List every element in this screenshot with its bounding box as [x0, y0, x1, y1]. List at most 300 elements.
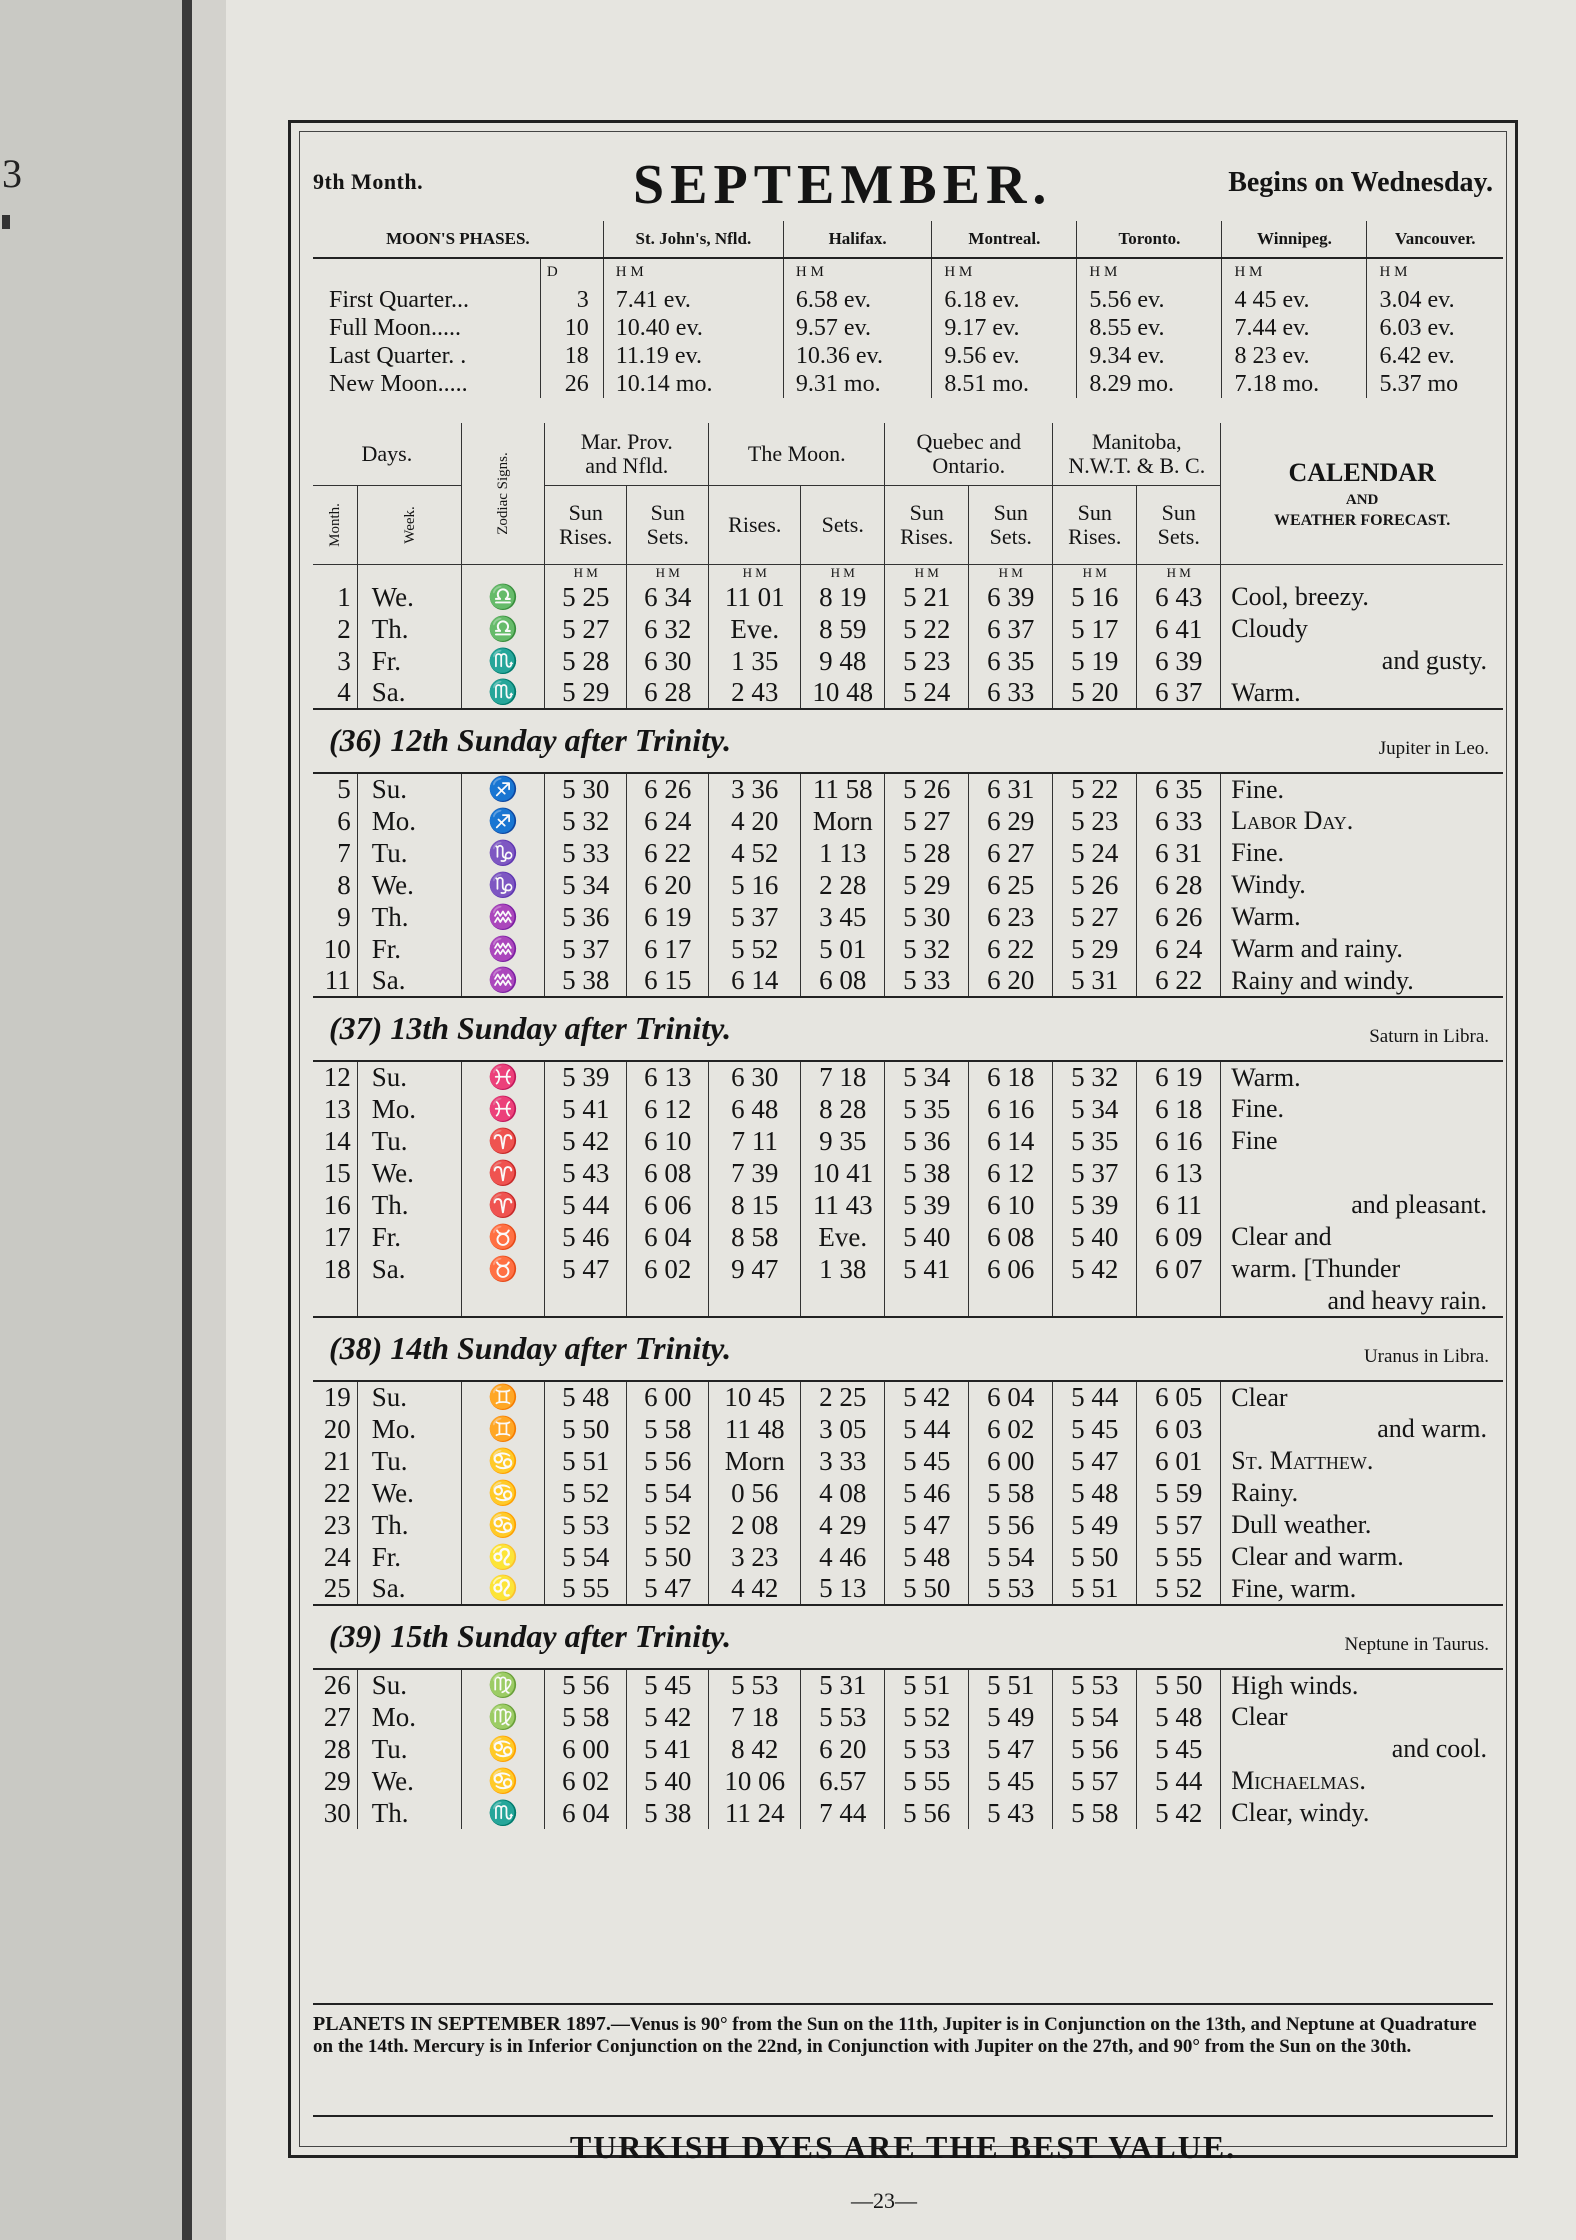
sunday-heading — [313, 997, 1503, 1061]
sets-word: Sets. — [821, 512, 864, 537]
weather-forecast: Rainy. — [1221, 1477, 1503, 1509]
weather-forecast: Fine. — [1221, 1093, 1503, 1125]
zodiac-sign-icon: ♉ — [461, 1253, 545, 1285]
weather-forecast: and gusty. — [1221, 645, 1503, 677]
weather-forecast: Michaelmas. — [1221, 1765, 1503, 1797]
day-row — [313, 1125, 1503, 1157]
moon-sets: 2 25 — [801, 1381, 885, 1413]
mar-sun-sets: 6 26 — [627, 773, 709, 805]
manitoba-sun-sets: 6 39 — [1137, 645, 1221, 677]
moon-sets: 3 33 — [801, 1445, 885, 1477]
time-unit: H M — [1077, 258, 1222, 286]
moon-rises: 7 39 — [709, 1157, 801, 1189]
zodiac-sign-icon: ♋ — [461, 1477, 545, 1509]
manitoba-sun-sets: 6 35 — [1137, 773, 1221, 805]
page-title: SEPTEMBER. — [633, 154, 1053, 216]
quebec-sun-rises: 5 34 — [885, 1061, 969, 1093]
moon-sets: 11 58 — [801, 773, 885, 805]
manitoba-sun-rises: 5 37 — [1053, 1157, 1137, 1189]
days-label: Days. — [361, 441, 413, 466]
moon-sets: 4 29 — [801, 1509, 885, 1541]
day-of-month: 16 — [323, 1189, 351, 1220]
quebec-sun-sets: 6 16 — [969, 1093, 1053, 1125]
sun-word: Sun — [568, 500, 603, 525]
day-of-month: 22 — [323, 1477, 351, 1508]
calendar-label: CALENDAR — [1288, 457, 1436, 487]
day-of-month — [313, 1285, 357, 1317]
phase-day: 18 — [540, 342, 603, 370]
moon-sets: 5 13 — [801, 1573, 885, 1605]
moon-rises: 0 56 — [709, 1477, 801, 1509]
day-of-month: 4 — [337, 677, 351, 707]
manitoba-sun-sets: 6 05 — [1137, 1381, 1221, 1413]
rises-word: Rises. — [559, 524, 613, 549]
rises-word: Rises. — [900, 524, 954, 549]
zodiac-sign-icon: ♌ — [461, 1573, 545, 1605]
mar-sun-rises: 6 02 — [545, 1765, 627, 1797]
quebec-sun-rises: 5 41 — [885, 1253, 969, 1285]
manitoba-line2: N.W.T. & B. C. — [1068, 453, 1206, 478]
manitoba-sun-sets — [1137, 1285, 1221, 1317]
phase-name: Last Quarter. . — [329, 342, 467, 369]
quebec-sun-sets: 5 54 — [969, 1541, 1053, 1573]
phase-time: 8.51 mo. — [932, 370, 1077, 398]
quebec-sun-sets: 6 20 — [969, 965, 1053, 997]
week-label: Week. — [401, 506, 418, 544]
mar-sun-sets: 6 08 — [627, 1157, 709, 1189]
manitoba-sun-sets: 6 03 — [1137, 1413, 1221, 1445]
manitoba-sun-sets: 6 41 — [1137, 613, 1221, 645]
sunday-note: Uranus in Libra. — [1363, 1346, 1489, 1367]
page-number: —23— — [851, 2188, 917, 2213]
mar-sun-rises: 5 28 — [545, 645, 627, 677]
day-of-week: We. — [357, 581, 461, 613]
mar-sun-sets: 5 42 — [627, 1701, 709, 1733]
weather-forecast: and heavy rain. — [1221, 1285, 1503, 1317]
day-of-month: 17 — [323, 1221, 351, 1252]
manitoba-sun-rises: 5 44 — [1053, 1381, 1137, 1413]
sun-word: Sun — [993, 500, 1028, 525]
quebec-sun-sets: 5 58 — [969, 1477, 1053, 1509]
phase-day: 3 — [540, 286, 603, 314]
day-of-week: Mo. — [357, 1093, 461, 1125]
days-heading — [313, 423, 461, 486]
mar-sun-rises: 5 38 — [545, 965, 627, 997]
manitoba-sun-rises: 5 29 — [1053, 933, 1137, 965]
phase-day: 10 — [540, 314, 603, 342]
weather-forecast — [1221, 1157, 1503, 1189]
mar-sun-rises: 5 46 — [545, 1221, 627, 1253]
day-of-month: 21 — [323, 1445, 351, 1476]
manitoba-sun-rises: 5 19 — [1053, 645, 1137, 677]
quebec-sun-rises: 5 40 — [885, 1221, 969, 1253]
day-of-week: Su. — [357, 1381, 461, 1413]
manitoba-sun-rises: 5 31 — [1053, 965, 1137, 997]
quebec-sun-sets: 6 18 — [969, 1061, 1053, 1093]
book-gutter — [182, 0, 192, 2240]
time-unit: H M — [783, 258, 931, 286]
moon-rises: 11 01 — [709, 581, 801, 613]
day-of-week: Fr. — [357, 1221, 461, 1253]
quebec-sun-sets: 5 56 — [969, 1509, 1053, 1541]
quebec-sun-sets: 6 39 — [969, 581, 1053, 613]
quebec-sun-rises: 5 24 — [885, 677, 969, 709]
moon-rises: 7 18 — [709, 1701, 801, 1733]
phase-time: 6.42 ev. — [1367, 342, 1503, 370]
moon-rises: 8 15 — [709, 1189, 801, 1221]
hm-unit: H M — [885, 565, 969, 582]
manitoba-sun-sets: 5 45 — [1137, 1733, 1221, 1765]
weather-forecast: Clear, windy. — [1221, 1797, 1503, 1829]
sunday-title: (38) 14th Sunday after Trinity. — [329, 1330, 732, 1366]
rises-word: Rises. — [1068, 524, 1122, 549]
moon-sets: 3 45 — [801, 901, 885, 933]
moon-sets: 1 13 — [801, 837, 885, 869]
sunday-heading-row — [313, 1317, 1503, 1381]
weather-forecast: Fine, warm. — [1221, 1573, 1503, 1605]
phase-time: 11.19 ev. — [603, 342, 783, 370]
sunday-note: Saturn in Libra. — [1369, 1026, 1489, 1047]
manitoba-sun-rises — [1053, 1285, 1137, 1317]
calendar-heading — [1221, 423, 1503, 565]
mar-sun-sets: 5 58 — [627, 1413, 709, 1445]
manitoba-sun-rises: 5 42 — [1053, 1253, 1137, 1285]
day-row — [313, 805, 1503, 837]
sunday-title: (36) 12th Sunday after Trinity. — [329, 722, 732, 758]
quebec-sun-sets: 6 02 — [969, 1413, 1053, 1445]
day-of-month: 12 — [323, 1062, 351, 1092]
quebec-sun-sets: 6 00 — [969, 1445, 1053, 1477]
quebec-sun-rises: 5 29 — [885, 869, 969, 901]
mar-sun-sets: 5 54 — [627, 1477, 709, 1509]
moon-rises: 2 43 — [709, 677, 801, 709]
manitoba-sun-sets: 6 31 — [1137, 837, 1221, 869]
day-of-week: Fr. — [357, 1541, 461, 1573]
weather-forecast: and pleasant. — [1221, 1189, 1503, 1221]
time-unit: H M — [1367, 258, 1503, 286]
time-unit: H M — [1222, 258, 1367, 286]
day-of-month: 11 — [324, 965, 351, 995]
sunday-heading — [313, 1605, 1503, 1669]
mar-sun-rises: 5 55 — [545, 1573, 627, 1605]
day-of-month: 10 — [323, 933, 351, 964]
day-row — [313, 1541, 1503, 1573]
quebec-sun-rises: 5 56 — [885, 1797, 969, 1829]
zodiac-sign-icon: ♈ — [461, 1189, 545, 1221]
day-of-week: Mo. — [357, 805, 461, 837]
quebec-heading — [885, 423, 1053, 486]
phase-day: 26 — [540, 370, 603, 398]
day-row — [313, 613, 1503, 645]
mar-sun-rises: 5 29 — [545, 677, 627, 709]
quebec-sun-sets: 6 08 — [969, 1221, 1053, 1253]
mar-sun-sets: 6 10 — [627, 1125, 709, 1157]
hm-unit: H M — [545, 565, 627, 582]
mar-sun-sets: 6 06 — [627, 1189, 709, 1221]
quebec-sun-rises: 5 35 — [885, 1093, 969, 1125]
phase-name: First Quarter... — [329, 286, 469, 313]
manitoba-sun-rises: 5 22 — [1053, 773, 1137, 805]
phase-time: 5.37 mo — [1367, 370, 1503, 398]
moon-sets: 6 20 — [801, 1733, 885, 1765]
weather-forecast: Clear and — [1221, 1221, 1503, 1253]
day-row — [313, 1445, 1503, 1477]
quebec-sun-rises: 5 55 — [885, 1765, 969, 1797]
phase-time: 10.36 ev. — [783, 342, 931, 370]
moon-sets: 8 59 — [801, 613, 885, 645]
day-row — [313, 645, 1503, 677]
hm-unit: H M — [627, 565, 709, 582]
sets-word: Sets. — [646, 524, 689, 549]
quebec-sun-sets: 6 22 — [969, 933, 1053, 965]
weather-forecast: Clear and warm. — [1221, 1541, 1503, 1573]
mar-sun-sets: 5 40 — [627, 1765, 709, 1797]
day-row — [313, 1221, 1503, 1253]
day-of-week: Th. — [357, 901, 461, 933]
manitoba-sun-sets: 6 24 — [1137, 933, 1221, 965]
mar-sun-rises: 6 00 — [545, 1733, 627, 1765]
weather-forecast: Cloudy — [1221, 613, 1503, 645]
moon-rises: Morn — [709, 1445, 801, 1477]
day-of-week: Su. — [357, 1061, 461, 1093]
mar-sun-rises: 5 51 — [545, 1445, 627, 1477]
moon-rises: 5 52 — [709, 933, 801, 965]
day-of-week: Th. — [357, 613, 461, 645]
hm-unit: H M — [969, 565, 1053, 582]
mar-sun-sets: 5 45 — [627, 1669, 709, 1701]
day-of-month: 27 — [323, 1701, 351, 1732]
manitoba-sun-rises: 5 45 — [1053, 1413, 1137, 1445]
mar-sun-rises: 5 58 — [545, 1701, 627, 1733]
manitoba-sun-rises: 5 27 — [1053, 901, 1137, 933]
mar-sun-rises: 5 41 — [545, 1093, 627, 1125]
moon-sets: 7 44 — [801, 1797, 885, 1829]
moon-phase-row — [313, 314, 1503, 342]
phase-time: 7.18 mo. — [1222, 370, 1367, 398]
manitoba-sun-sets: 6 28 — [1137, 869, 1221, 901]
zodiac-sign-icon: ♍ — [461, 1669, 545, 1701]
moon-rises: 6 14 — [709, 965, 801, 997]
moon-rises: 3 36 — [709, 773, 801, 805]
sunday-heading — [313, 709, 1503, 773]
day-row — [313, 581, 1503, 613]
quebec-sun-rises: 5 32 — [885, 933, 969, 965]
day-of-month: 9 — [337, 901, 351, 932]
day-of-week: We. — [357, 1477, 461, 1509]
mar-sun-sets: 5 50 — [627, 1541, 709, 1573]
mar-sun-rises: 6 04 — [545, 1797, 627, 1829]
mar-sun-sets: 6 00 — [627, 1381, 709, 1413]
day-row — [313, 1093, 1503, 1125]
manitoba-sun-rises: 5 20 — [1053, 677, 1137, 709]
phase-time: 8.29 mo. — [1077, 370, 1222, 398]
quebec-sun-rises: 5 39 — [885, 1189, 969, 1221]
almanac-page — [192, 0, 1576, 2240]
quebec-sun-sets: 6 33 — [969, 677, 1053, 709]
quebec-sun-sets: 5 47 — [969, 1733, 1053, 1765]
facing-page — [0, 0, 182, 2240]
quebec-sun-rises: 5 42 — [885, 1381, 969, 1413]
weather-forecast: St. Matthew. — [1221, 1445, 1503, 1477]
day-of-week: Tu. — [357, 1445, 461, 1477]
weather-forecast: Cool, breezy. — [1221, 581, 1503, 613]
day-of-week: Sa. — [357, 965, 461, 997]
phase-time: 5.56 ev. — [1077, 286, 1222, 314]
mar-sun-rises: 5 27 — [545, 613, 627, 645]
manitoba-sun-sets: 5 44 — [1137, 1765, 1221, 1797]
mar-sun-rises: 5 54 — [545, 1541, 627, 1573]
rises-word: Rises. — [728, 512, 782, 537]
quebec-sun-sets: 6 35 — [969, 645, 1053, 677]
moon-phase-row — [313, 286, 1503, 314]
moon-rises: 4 42 — [709, 1573, 801, 1605]
calendar-and: AND — [1345, 491, 1379, 508]
day-of-week: Su. — [357, 773, 461, 805]
day-row — [313, 869, 1503, 901]
page-edge — [192, 0, 226, 2240]
weather-forecast: and cool. — [1221, 1733, 1503, 1765]
hm-unit: H M — [1053, 565, 1137, 582]
day-row — [313, 1381, 1503, 1413]
mar-sun-sets: 6 32 — [627, 613, 709, 645]
month-number: 9th Month. — [313, 169, 424, 194]
moon-phase-row — [313, 342, 1503, 370]
zodiac-sign-icon: ♑ — [461, 837, 545, 869]
quebec-sun-rises: 5 44 — [885, 1413, 969, 1445]
zodiac-sign-icon: ♒ — [461, 933, 545, 965]
moon-sets: 7 18 — [801, 1061, 885, 1093]
quebec-sun-rises — [885, 1285, 969, 1317]
moon-rises: 9 47 — [709, 1253, 801, 1285]
quebec-sun-sets: 5 43 — [969, 1797, 1053, 1829]
day-row — [313, 1285, 1503, 1317]
planets-note — [313, 2013, 1493, 2058]
mar-sun-sets: 6 30 — [627, 645, 709, 677]
day-row — [313, 1413, 1503, 1445]
moon-sets: 9 35 — [801, 1125, 885, 1157]
mar-sun-sets: 6 22 — [627, 837, 709, 869]
moon-phase-row — [313, 370, 1503, 398]
zodiac-sign-icon: ♌ — [461, 1541, 545, 1573]
phase-time: 4 45 ev. — [1222, 286, 1367, 314]
quebec-sun-sets: 6 29 — [969, 805, 1053, 837]
zodiac-sign-icon: ♑ — [461, 869, 545, 901]
day-of-month: 13 — [323, 1093, 351, 1124]
zodiac-sign-icon: ♉ — [461, 1221, 545, 1253]
quebec-sun-rises: 5 26 — [885, 773, 969, 805]
day-row — [313, 1733, 1503, 1765]
moon-rises — [709, 1285, 801, 1317]
phase-time: 9.57 ev. — [783, 314, 931, 342]
day-of-month: 8 — [337, 869, 351, 900]
advertisement: TURKISH DYES ARE THE BEST VALUE. — [569, 2129, 1237, 2165]
sunday-heading — [313, 1317, 1503, 1381]
mar-prov-line2: and Nfld. — [585, 453, 669, 478]
manitoba-sun-rises: 5 48 — [1053, 1477, 1137, 1509]
zodiac-sign-icon: ♓ — [461, 1093, 545, 1125]
mar-sun-rises: 5 56 — [545, 1669, 627, 1701]
sun-sets-heading — [969, 486, 1053, 565]
manitoba-sun-rises: 5 51 — [1053, 1573, 1137, 1605]
moon-sets: 10 48 — [801, 677, 885, 709]
day-of-month: 2 — [337, 613, 351, 644]
mar-sun-sets: 6 17 — [627, 933, 709, 965]
day-of-month: 3 — [337, 645, 351, 676]
manitoba-line1: Manitoba, — [1091, 429, 1182, 454]
day-of-month: 30 — [323, 1797, 351, 1828]
week-col-heading — [357, 486, 461, 565]
calendar-table — [313, 423, 1503, 1829]
manitoba-sun-rises: 5 47 — [1053, 1445, 1137, 1477]
quebec-sun-rises: 5 38 — [885, 1157, 969, 1189]
moon-sets: 8 28 — [801, 1093, 885, 1125]
sets-word: Sets. — [989, 524, 1032, 549]
moon-sets: 11 43 — [801, 1189, 885, 1221]
mar-sun-sets: 5 47 — [627, 1573, 709, 1605]
sun-word: Sun — [1077, 500, 1112, 525]
moon-rises: 4 52 — [709, 837, 801, 869]
moon-sets: 6 08 — [801, 965, 885, 997]
sets-word: Sets. — [1157, 524, 1200, 549]
sunday-heading-row — [313, 709, 1503, 773]
weather-forecast: Warm. — [1221, 677, 1503, 709]
manitoba-sun-sets: 6 33 — [1137, 805, 1221, 837]
mar-prov-heading — [545, 423, 709, 486]
weather-forecast: High winds. — [1221, 1669, 1503, 1701]
moon-rises: 3 23 — [709, 1541, 801, 1573]
zodiac-sign-icon: ♏ — [461, 645, 545, 677]
day-of-week: Sa. — [357, 677, 461, 709]
day-of-week: Mo. — [357, 1701, 461, 1733]
day-of-month: 19 — [323, 1382, 351, 1412]
moon-rises: 5 53 — [709, 1669, 801, 1701]
hm-unit: H M — [709, 565, 801, 582]
quebec-sun-sets: 5 45 — [969, 1765, 1053, 1797]
quebec-sun-rises: 5 48 — [885, 1541, 969, 1573]
day-row — [313, 1157, 1503, 1189]
day-of-week: Sa. — [357, 1573, 461, 1605]
planets-lead: PLANETS IN SEPTEMBER 1897. — [313, 2013, 611, 2035]
day-row — [313, 1477, 1503, 1509]
manitoba-sun-sets: 6 01 — [1137, 1445, 1221, 1477]
mar-sun-rises: 5 43 — [545, 1157, 627, 1189]
day-of-week: Fr. — [357, 933, 461, 965]
quebec-sun-rises: 5 27 — [885, 805, 969, 837]
quebec-sun-rises: 5 23 — [885, 645, 969, 677]
phase-time: 7.41 ev. — [603, 286, 783, 314]
phase-time: 6.03 ev. — [1367, 314, 1503, 342]
month-label: Month. — [326, 503, 343, 547]
zodiac-label: Zodiac Signs. — [494, 452, 511, 535]
day-of-month: 23 — [323, 1509, 351, 1540]
zodiac-sign-icon: ♎ — [461, 613, 545, 645]
time-unit: H M — [932, 258, 1077, 286]
manitoba-sun-rises: 5 57 — [1053, 1765, 1137, 1797]
quebec-sun-sets: 5 53 — [969, 1573, 1053, 1605]
day-of-month: 6 — [337, 805, 351, 836]
city-header: Winnipeg. — [1222, 221, 1367, 258]
quebec-sun-sets: 6 10 — [969, 1189, 1053, 1221]
begins-on: Begins on Wednesday. — [1228, 167, 1493, 198]
moon-phases-heading: MOON'S PHASES. — [313, 221, 603, 258]
manitoba-sun-rises: 5 53 — [1053, 1669, 1137, 1701]
moon-rises: 5 37 — [709, 901, 801, 933]
quebec-sun-rises: 5 22 — [885, 613, 969, 645]
sun-sets-heading — [627, 486, 709, 565]
zodiac-sign-icon: ♒ — [461, 965, 545, 997]
phase-time: 10.40 ev. — [603, 314, 783, 342]
manitoba-sun-sets: 6 09 — [1137, 1221, 1221, 1253]
